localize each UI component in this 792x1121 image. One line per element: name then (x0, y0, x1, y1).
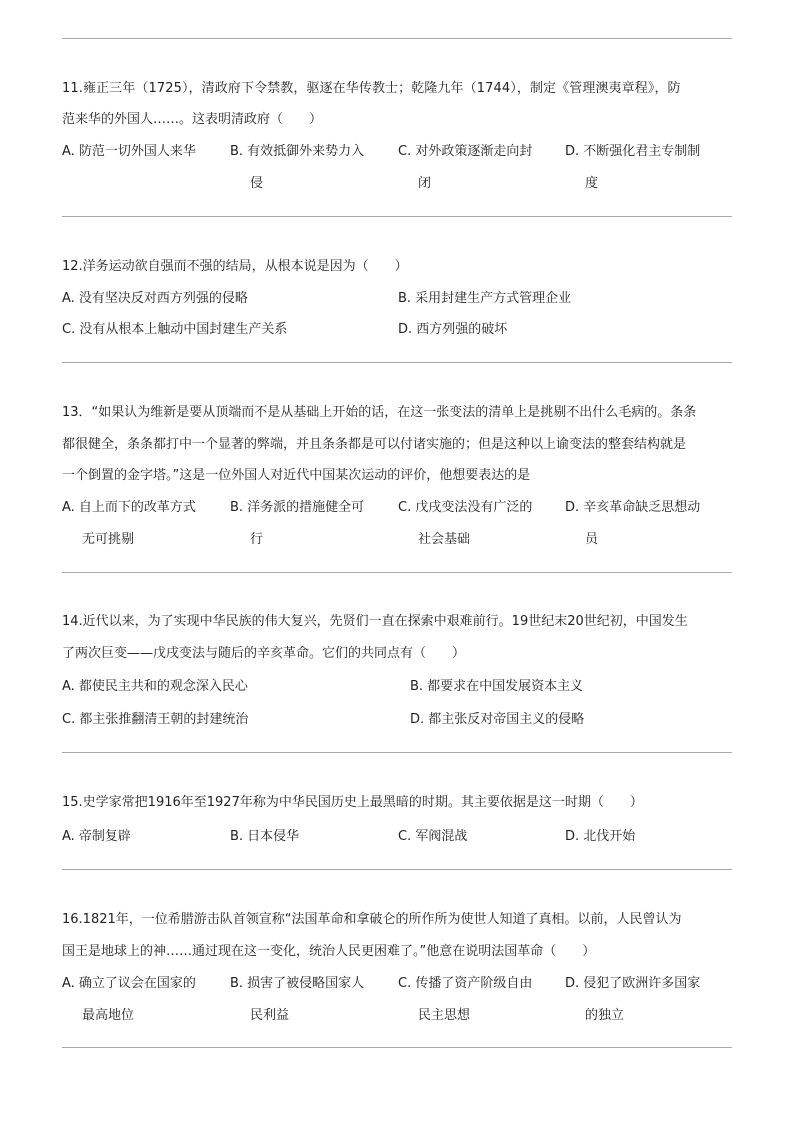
option-c[interactable]: C. 戊戌变法没有广泛的 (398, 500, 533, 515)
option-b[interactable]: B. 损害了被侵略国家人 (230, 976, 365, 991)
question-stem-line: 16.1821年，一位希腊游击队首领宣称“法国革命和拿破仑的所作所为使世人知道了真相。以前，人民曾认为 (62, 912, 682, 927)
question-stem-line: 都很健全，条条都打中一个显著的弊端，并且条条都是可以付诸实施的；但是这种以上谕变法的整套结构就是 (62, 437, 687, 452)
option-c[interactable]: C. 没有从根本上触动中国封建生产关系 (62, 322, 288, 337)
divider-line (62, 1047, 732, 1048)
option-d[interactable]: D. 辛亥革命缺乏思想动 (565, 500, 701, 515)
divider-line (62, 216, 732, 217)
option-a[interactable]: A. 都使民主共和的观念深入民心 (62, 679, 248, 694)
question-stem-line: 11.雍正三年（1725），清政府下令禁教，驱逐在华传教士；乾隆九年（1744），制定《管理澳夷章程》，防 (62, 81, 681, 96)
option-d-continuation: 的独立 (585, 1008, 625, 1023)
option-d-continuation: 度 (585, 176, 599, 191)
option-c[interactable]: C. 军阀混战 (398, 829, 468, 844)
divider-line (62, 572, 732, 573)
option-d[interactable]: D. 都主张反对帝国主义的侵略 (410, 712, 585, 727)
question-stem-line: 13．“如果认为维新是要从顶端而不是从基础上开始的话，在这一张变法的清单上是挑剔不出什么毛病的。条条 (62, 405, 697, 420)
option-b-continuation: 侵 (250, 176, 264, 191)
option-d[interactable]: D. 不断强化君主专制制 (565, 144, 701, 159)
question-stem-line: 12.洋务运动欲自强而不强的结局，从根本说是因为（ ） (62, 259, 408, 274)
option-d[interactable]: D. 北伐开始 (565, 829, 636, 844)
option-b[interactable]: B. 日本侵华 (230, 829, 300, 844)
option-a[interactable]: A. 防范一切外国人来华 (62, 144, 196, 159)
option-a[interactable]: A. 自上而下的改革方式 (62, 500, 196, 515)
option-a-continuation: 无可挑剔 (82, 532, 135, 547)
option-c-continuation: 闭 (418, 176, 432, 191)
question-stem-line: 15.史学家常把1916年至1927年称为中华民国历史上最黑暗的时期。其主要依据是这一时期（ ） (62, 795, 643, 810)
option-c[interactable]: C. 传播了资产阶级自由 (398, 976, 533, 991)
option-c-continuation: 民主思想 (418, 1008, 471, 1023)
option-b-continuation: 行 (250, 532, 264, 547)
option-d[interactable]: D. 侵犯了欧洲许多国家 (565, 976, 701, 991)
option-b[interactable]: B. 洋务派的措施健全可 (230, 500, 365, 515)
question-stem-line: 了两次巨变——戊戌变法与随后的辛亥革命。它们的共同点有（ ） (62, 646, 466, 661)
option-c-continuation: 社会基础 (418, 532, 471, 547)
option-c[interactable]: C. 都主张推翻清王朝的封建统治 (62, 712, 249, 727)
question-stem-line: 一个倒置的金字塔。”这是一位外国人对近代中国某次运动的评价，他想要表达的是 (62, 468, 531, 483)
option-a[interactable]: A. 没有坚决反对西方列强的侵略 (62, 291, 248, 306)
option-a[interactable]: A. 帝制复辟 (62, 829, 131, 844)
divider-line (62, 362, 732, 363)
question-stem-line: 范来华的外国人……。这表明清政府（ ） (62, 112, 323, 127)
option-b[interactable]: B. 都要求在中国发展资本主义 (410, 679, 584, 694)
divider-line (62, 38, 732, 39)
divider-line (62, 752, 732, 753)
option-c[interactable]: C. 对外政策逐渐走向封 (398, 144, 533, 159)
option-b[interactable]: B. 有效抵御外来势力入 (230, 144, 365, 159)
option-a[interactable]: A. 确立了议会在国家的 (62, 976, 196, 991)
option-b-continuation: 民利益 (250, 1008, 290, 1023)
divider-line (62, 869, 732, 870)
question-stem-line: 国王是地球上的神……通过现在这一变化，统治人民更困难了。”他意在说明法国革命（ ） (62, 944, 596, 959)
option-a-continuation: 最高地位 (82, 1008, 135, 1023)
option-d-continuation: 员 (585, 532, 599, 547)
option-b[interactable]: B. 采用封建生产方式管理企业 (398, 291, 572, 306)
option-d[interactable]: D. 西方列强的破坏 (398, 322, 508, 337)
question-stem-line: 14.近代以来，为了实现中华民族的伟大复兴，先贤们一直在探索中艰难前行。19世纪末20世纪初，中国发生 (62, 614, 688, 629)
